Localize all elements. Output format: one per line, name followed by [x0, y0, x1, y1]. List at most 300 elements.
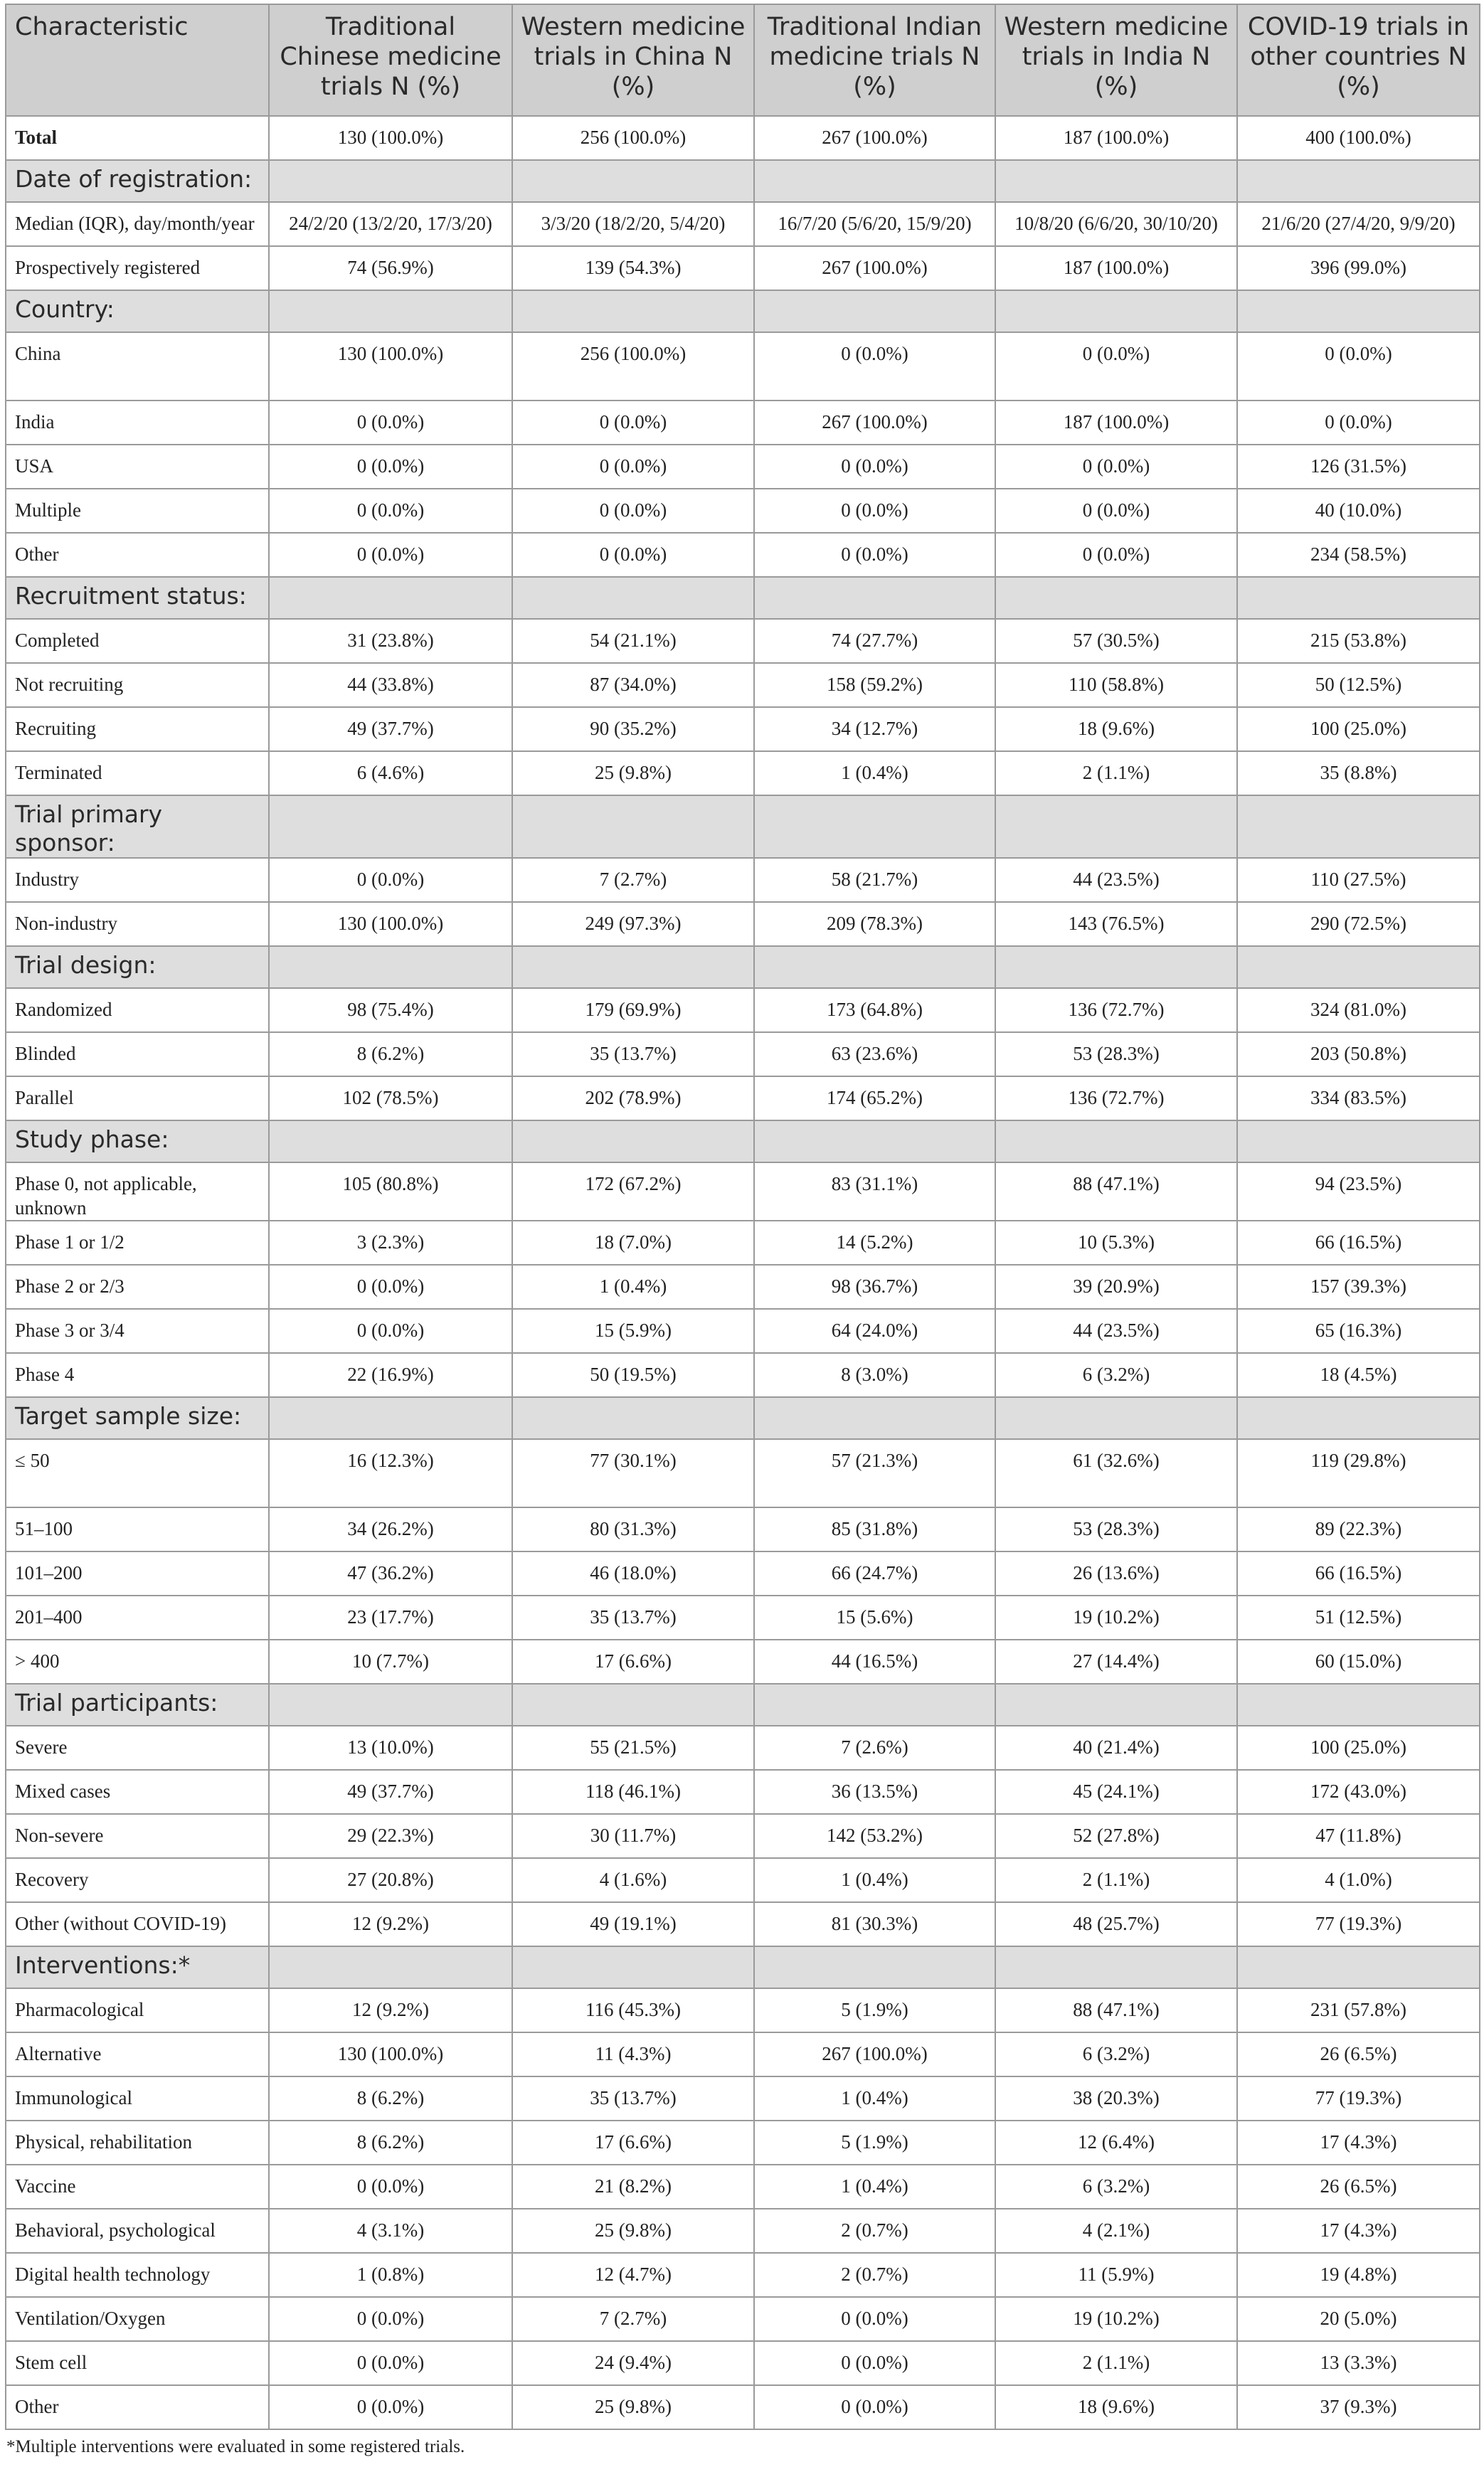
table-cell: 324 (81.0%) [1237, 988, 1480, 1032]
table-cell: 136 (72.7%) [995, 1076, 1237, 1120]
table-cell: 267 (100.0%) [754, 116, 995, 160]
table-cell: 57 (30.5%) [995, 619, 1237, 663]
table-row [6, 1640, 1480, 1684]
section-title: Target sample size: [6, 1397, 269, 1439]
section-filler-cell [1237, 160, 1480, 202]
table-row [6, 1596, 1480, 1640]
table-cell: 19 (10.2%) [995, 1596, 1237, 1640]
row-label: Alternative [6, 2032, 269, 2076]
row-label: Immunological [6, 2076, 269, 2121]
section-title: Country: [6, 290, 269, 332]
table-cell: 31 (23.8%) [269, 619, 512, 663]
table-row [6, 707, 1480, 751]
section-title: Trial participants: [6, 1684, 269, 1726]
table-cell: 23 (17.7%) [269, 1596, 512, 1640]
section-filler-cell [512, 1946, 754, 1988]
table-cell: 1 (0.4%) [512, 1265, 754, 1309]
table-cell: 81 (30.3%) [754, 1902, 995, 1946]
table-row [6, 1507, 1480, 1551]
row-label: Phase 2 or 2/3 [6, 1265, 269, 1309]
table-cell: 0 (0.0%) [754, 2385, 995, 2429]
table-cell: 0 (0.0%) [995, 533, 1237, 577]
section-filler-cell [754, 160, 995, 202]
row-label: Severe [6, 1726, 269, 1770]
section-filler-cell [1237, 1120, 1480, 1162]
table-row [6, 1814, 1480, 1858]
column-header-characteristic: Characteristic [6, 4, 269, 116]
row-label: Digital health technology [6, 2253, 269, 2297]
table-cell: 0 (0.0%) [269, 2385, 512, 2429]
table-cell: 26 (13.6%) [995, 1551, 1237, 1596]
section-filler-cell [754, 1684, 995, 1726]
table-cell: 13 (10.0%) [269, 1726, 512, 1770]
table-row [6, 2076, 1480, 2121]
section-header-row [6, 1397, 1480, 1439]
section-filler-cell [512, 577, 754, 619]
table-cell: 26 (6.5%) [1237, 2032, 1480, 2076]
table-cell: 54 (21.1%) [512, 619, 754, 663]
table-cell: 21/6/20 (27/4/20, 9/9/20) [1237, 202, 1480, 246]
table-cell: 2 (0.7%) [754, 2253, 995, 2297]
table-cell: 77 (19.3%) [1237, 1902, 1480, 1946]
row-label: Randomized [6, 988, 269, 1032]
table-cell: 174 (65.2%) [754, 1076, 995, 1120]
table-cell: 0 (0.0%) [269, 400, 512, 445]
section-filler-cell [269, 1684, 512, 1726]
row-label: USA [6, 445, 269, 489]
table-row [6, 751, 1480, 795]
table-row [6, 202, 1480, 246]
row-label: Terminated [6, 751, 269, 795]
table-cell: 16/7/20 (5/6/20, 15/9/20) [754, 202, 995, 246]
row-label: Blinded [6, 1032, 269, 1076]
table-cell: 105 (80.8%) [269, 1162, 512, 1221]
section-filler-cell [995, 1397, 1237, 1439]
table-cell: 6 (4.6%) [269, 751, 512, 795]
table-cell: 0 (0.0%) [269, 1309, 512, 1353]
table-cell: 47 (11.8%) [1237, 1814, 1480, 1858]
row-label: Median (IQR), day/month/year [6, 202, 269, 246]
table-cell: 2 (0.7%) [754, 2209, 995, 2253]
table-cell: 17 (6.6%) [512, 2121, 754, 2165]
table-row [6, 1439, 1480, 1507]
table-cell: 118 (46.1%) [512, 1770, 754, 1814]
table-cell: 1 (0.4%) [754, 751, 995, 795]
table-cell: 45 (24.1%) [995, 1770, 1237, 1814]
table-cell: 7 (2.7%) [512, 2297, 754, 2341]
table-cell: 249 (97.3%) [512, 902, 754, 946]
table-cell: 66 (24.7%) [754, 1551, 995, 1596]
table-cell: 46 (18.0%) [512, 1551, 754, 1596]
section-title: Trial primary sponsor: [6, 795, 269, 858]
table-cell: 53 (28.3%) [995, 1507, 1237, 1551]
table-cell: 0 (0.0%) [995, 332, 1237, 400]
table-cell: 8 (6.2%) [269, 2076, 512, 2121]
table-cell: 130 (100.0%) [269, 116, 512, 160]
table-cell: 51 (12.5%) [1237, 1596, 1480, 1640]
section-filler-cell [754, 1120, 995, 1162]
table-cell: 25 (9.8%) [512, 2209, 754, 2253]
section-filler-cell [512, 795, 754, 858]
row-label: 51–100 [6, 1507, 269, 1551]
table-cell: 187 (100.0%) [995, 116, 1237, 160]
table-cell: 1 (0.4%) [754, 2076, 995, 2121]
table-cell: 11 (5.9%) [995, 2253, 1237, 2297]
table-cell: 10 (7.7%) [269, 1640, 512, 1684]
table-cell: 39 (20.9%) [995, 1265, 1237, 1309]
row-label: Stem cell [6, 2341, 269, 2385]
table-cell: 58 (21.7%) [754, 858, 995, 902]
row-label: Phase 4 [6, 1353, 269, 1397]
table-cell: 0 (0.0%) [512, 533, 754, 577]
table-cell: 35 (8.8%) [1237, 751, 1480, 795]
table-cell: 139 (54.3%) [512, 246, 754, 290]
table-cell: 40 (10.0%) [1237, 489, 1480, 533]
row-label: Total [6, 116, 269, 160]
section-filler-cell [1237, 795, 1480, 858]
table-cell: 17 (4.3%) [1237, 2209, 1480, 2253]
table-cell: 35 (13.7%) [512, 2076, 754, 2121]
table-cell: 215 (53.8%) [1237, 619, 1480, 663]
table-row [6, 1353, 1480, 1397]
table-cell: 8 (3.0%) [754, 1353, 995, 1397]
row-label: 101–200 [6, 1551, 269, 1596]
row-label: Pharmacological [6, 1988, 269, 2032]
section-filler-cell [754, 290, 995, 332]
table-cell: 12 (9.2%) [269, 1988, 512, 2032]
table-cell: 2 (1.1%) [995, 1858, 1237, 1902]
table-cell: 6 (3.2%) [995, 1353, 1237, 1397]
table-cell: 10/8/20 (6/6/20, 30/10/20) [995, 202, 1237, 246]
table-cell: 74 (56.9%) [269, 246, 512, 290]
section-filler-cell [1237, 946, 1480, 988]
table-cell: 187 (100.0%) [995, 400, 1237, 445]
table-cell: 50 (12.5%) [1237, 663, 1480, 707]
section-filler-cell [995, 1684, 1237, 1726]
row-label: Parallel [6, 1076, 269, 1120]
table-cell: 18 (9.6%) [995, 2385, 1237, 2429]
table-cell: 0 (0.0%) [269, 533, 512, 577]
table-cell: 16 (12.3%) [269, 1439, 512, 1507]
table-cell: 87 (34.0%) [512, 663, 754, 707]
section-filler-cell [512, 1397, 754, 1439]
section-filler-cell [512, 290, 754, 332]
table-row [6, 2297, 1480, 2341]
table-cell: 19 (10.2%) [995, 2297, 1237, 2341]
table-cell: 396 (99.0%) [1237, 246, 1480, 290]
table-cell: 37 (9.3%) [1237, 2385, 1480, 2429]
section-filler-cell [1237, 290, 1480, 332]
table-cell: 49 (37.7%) [269, 1770, 512, 1814]
section-header-row [6, 290, 1480, 332]
section-filler-cell [754, 946, 995, 988]
table-cell: 48 (25.7%) [995, 1902, 1237, 1946]
table-cell: 0 (0.0%) [269, 489, 512, 533]
table-cell: 256 (100.0%) [512, 332, 754, 400]
table-cell: 34 (12.7%) [754, 707, 995, 751]
table-cell: 52 (27.8%) [995, 1814, 1237, 1858]
row-label: India [6, 400, 269, 445]
table-row [6, 2253, 1480, 2297]
table-row [6, 663, 1480, 707]
column-header-traditional-indian: Traditional Indian medicine trials N (%) [754, 4, 995, 116]
row-label: ≤ 50 [6, 1439, 269, 1507]
section-filler-cell [269, 577, 512, 619]
row-label: Ventilation/Oxygen [6, 2297, 269, 2341]
table-cell: 61 (32.6%) [995, 1439, 1237, 1507]
table-row [6, 1726, 1480, 1770]
table-row [6, 2385, 1480, 2429]
table-cell: 2 (1.1%) [995, 751, 1237, 795]
section-header-row [6, 1120, 1480, 1162]
column-header-tcm: Traditional Chinese medicine trials N (%) [269, 4, 512, 116]
table-cell: 15 (5.9%) [512, 1309, 754, 1353]
table-cell: 157 (39.3%) [1237, 1265, 1480, 1309]
table-cell: 66 (16.5%) [1237, 1221, 1480, 1265]
table-row [6, 2209, 1480, 2253]
table-row [6, 1032, 1480, 1076]
table-cell: 25 (9.8%) [512, 751, 754, 795]
table-cell: 334 (83.5%) [1237, 1076, 1480, 1120]
table-row [6, 1858, 1480, 1902]
column-header-other-countries: COVID-19 trials in other countries N (%) [1237, 4, 1480, 116]
table-cell: 0 (0.0%) [269, 1265, 512, 1309]
column-header-western-china: Western medicine trials in China N (%) [512, 4, 754, 116]
table-cell: 38 (20.3%) [995, 2076, 1237, 2121]
section-filler-cell [995, 577, 1237, 619]
section-filler-cell [269, 1397, 512, 1439]
table-cell: 60 (15.0%) [1237, 1640, 1480, 1684]
section-filler-cell [269, 795, 512, 858]
table-cell: 47 (36.2%) [269, 1551, 512, 1596]
table-cell: 6 (3.2%) [995, 2165, 1237, 2209]
section-filler-cell [754, 1397, 995, 1439]
table-cell: 49 (19.1%) [512, 1902, 754, 1946]
section-filler-cell [754, 795, 995, 858]
table-cell: 66 (16.5%) [1237, 1551, 1480, 1596]
table-cell: 63 (23.6%) [754, 1032, 995, 1076]
table-cell: 27 (14.4%) [995, 1640, 1237, 1684]
table-cell: 0 (0.0%) [754, 533, 995, 577]
table-cell: 0 (0.0%) [754, 489, 995, 533]
section-header-row [6, 795, 1480, 858]
section-title: Trial design: [6, 946, 269, 988]
table-cell: 88 (47.1%) [995, 1162, 1237, 1221]
table-cell: 209 (78.3%) [754, 902, 995, 946]
section-header-row [6, 1684, 1480, 1726]
section-filler-cell [512, 1684, 754, 1726]
table-cell: 17 (4.3%) [1237, 2121, 1480, 2165]
table-row [6, 1076, 1480, 1120]
table-cell: 22 (16.9%) [269, 1353, 512, 1397]
row-label: Other (without COVID-19) [6, 1902, 269, 1946]
section-title: Date of registration: [6, 160, 269, 202]
row-label: Prospectively registered [6, 246, 269, 290]
table-cell: 15 (5.6%) [754, 1596, 995, 1640]
row-label: Recovery [6, 1858, 269, 1902]
table-cell: 5 (1.9%) [754, 2121, 995, 2165]
table-cell: 116 (45.3%) [512, 1988, 754, 2032]
section-filler-cell [754, 1946, 995, 1988]
table-cell: 19 (4.8%) [1237, 2253, 1480, 2297]
table-footnote: *Multiple interventions were evaluated in some registered trials. [6, 2437, 465, 2456]
table-cell: 1 (0.4%) [754, 1858, 995, 1902]
row-label: Non-industry [6, 902, 269, 946]
table-cell: 0 (0.0%) [512, 445, 754, 489]
table-cell: 55 (21.5%) [512, 1726, 754, 1770]
row-label: Phase 3 or 3/4 [6, 1309, 269, 1353]
table-body [6, 116, 1480, 2429]
table-header [6, 4, 1480, 116]
table-row [6, 1902, 1480, 1946]
table-cell: 98 (36.7%) [754, 1265, 995, 1309]
table-cell: 44 (16.5%) [754, 1640, 995, 1684]
section-filler-cell [512, 1120, 754, 1162]
table-cell: 35 (13.7%) [512, 1596, 754, 1640]
table-cell: 290 (72.5%) [1237, 902, 1480, 946]
table-cell: 0 (0.0%) [1237, 400, 1480, 445]
table-cell: 7 (2.7%) [512, 858, 754, 902]
table-cell: 44 (23.5%) [995, 1309, 1237, 1353]
table-cell: 136 (72.7%) [995, 988, 1237, 1032]
table-cell: 172 (67.2%) [512, 1162, 754, 1221]
row-label: Non-severe [6, 1814, 269, 1858]
table-row [6, 332, 1480, 400]
table-cell: 89 (22.3%) [1237, 1507, 1480, 1551]
table-row [6, 858, 1480, 902]
table-cell: 14 (5.2%) [754, 1221, 995, 1265]
table-cell: 102 (78.5%) [269, 1076, 512, 1120]
section-header-row [6, 577, 1480, 619]
table-row [6, 2341, 1480, 2385]
table-cell: 64 (24.0%) [754, 1309, 995, 1353]
table-cell: 88 (47.1%) [995, 1988, 1237, 2032]
row-label: Not recruiting [6, 663, 269, 707]
table-cell: 126 (31.5%) [1237, 445, 1480, 489]
table-row [6, 400, 1480, 445]
table-row [6, 902, 1480, 946]
table-row [6, 1988, 1480, 2032]
table-cell: 25 (9.8%) [512, 2385, 754, 2429]
table-cell: 53 (28.3%) [995, 1032, 1237, 1076]
table-cell: 36 (13.5%) [754, 1770, 995, 1814]
section-filler-cell [754, 577, 995, 619]
table-cell: 12 (6.4%) [995, 2121, 1237, 2165]
table-cell: 203 (50.8%) [1237, 1032, 1480, 1076]
table-cell: 202 (78.9%) [512, 1076, 754, 1120]
table-cell: 0 (0.0%) [269, 2165, 512, 2209]
table-cell: 30 (11.7%) [512, 1814, 754, 1858]
row-label: Vaccine [6, 2165, 269, 2209]
table-row [6, 619, 1480, 663]
row-label: 201–400 [6, 1596, 269, 1640]
total-row [6, 116, 1480, 160]
table-cell: 65 (16.3%) [1237, 1309, 1480, 1353]
row-label: Other [6, 533, 269, 577]
table-cell: 142 (53.2%) [754, 1814, 995, 1858]
row-label: Behavioral, psychological [6, 2209, 269, 2253]
table-cell: 44 (23.5%) [995, 858, 1237, 902]
table-cell: 83 (31.1%) [754, 1162, 995, 1221]
table-cell: 267 (100.0%) [754, 246, 995, 290]
table-cell: 0 (0.0%) [1237, 332, 1480, 400]
table-row [6, 246, 1480, 290]
section-filler-cell [995, 160, 1237, 202]
table-cell: 29 (22.3%) [269, 1814, 512, 1858]
section-filler-cell [269, 946, 512, 988]
table-row [6, 988, 1480, 1032]
table-cell: 110 (27.5%) [1237, 858, 1480, 902]
table-cell: 98 (75.4%) [269, 988, 512, 1032]
row-label: Other [6, 2385, 269, 2429]
table-cell: 8 (6.2%) [269, 2121, 512, 2165]
table-cell: 20 (5.0%) [1237, 2297, 1480, 2341]
row-label: > 400 [6, 1640, 269, 1684]
table-cell: 4 (2.1%) [995, 2209, 1237, 2253]
table-cell: 234 (58.5%) [1237, 533, 1480, 577]
section-filler-cell [269, 1120, 512, 1162]
table-cell: 12 (4.7%) [512, 2253, 754, 2297]
section-filler-cell [512, 160, 754, 202]
table-cell: 130 (100.0%) [269, 332, 512, 400]
column-header-western-india: Western medicine trials in India N (%) [995, 4, 1237, 116]
table-cell: 24/2/20 (13/2/20, 17/3/20) [269, 202, 512, 246]
table-cell: 179 (69.9%) [512, 988, 754, 1032]
table-cell: 11 (4.3%) [512, 2032, 754, 2076]
table-cell: 74 (27.7%) [754, 619, 995, 663]
table-cell: 1 (0.4%) [754, 2165, 995, 2209]
row-label: Phase 1 or 1/2 [6, 1221, 269, 1265]
section-filler-cell [1237, 1397, 1480, 1439]
table-cell: 0 (0.0%) [269, 445, 512, 489]
table-cell: 110 (58.8%) [995, 663, 1237, 707]
trial-characteristics-table [5, 4, 1480, 2430]
row-label: Multiple [6, 489, 269, 533]
section-header-row [6, 946, 1480, 988]
table-row [6, 533, 1480, 577]
row-label: Completed [6, 619, 269, 663]
table-row [6, 1551, 1480, 1596]
table-cell: 50 (19.5%) [512, 1353, 754, 1397]
table-cell: 4 (1.0%) [1237, 1858, 1480, 1902]
table-cell: 13 (3.3%) [1237, 2341, 1480, 2385]
section-title: Study phase: [6, 1120, 269, 1162]
table-row [6, 1221, 1480, 1265]
table-container [5, 4, 1479, 2457]
row-label: Industry [6, 858, 269, 902]
table-cell: 12 (9.2%) [269, 1902, 512, 1946]
table-cell: 2 (1.1%) [995, 2341, 1237, 2385]
table-cell: 3 (2.3%) [269, 1221, 512, 1265]
table-cell: 10 (5.3%) [995, 1221, 1237, 1265]
table-cell: 35 (13.7%) [512, 1032, 754, 1076]
section-filler-cell [512, 946, 754, 988]
table-cell: 0 (0.0%) [995, 445, 1237, 489]
table-cell: 94 (23.5%) [1237, 1162, 1480, 1221]
section-filler-cell [1237, 1684, 1480, 1726]
table-cell: 77 (30.1%) [512, 1439, 754, 1507]
table-cell: 143 (76.5%) [995, 902, 1237, 946]
table-cell: 187 (100.0%) [995, 246, 1237, 290]
table-cell: 4 (1.6%) [512, 1858, 754, 1902]
table-cell: 0 (0.0%) [512, 489, 754, 533]
section-title: Recruitment status: [6, 577, 269, 619]
table-cell: 0 (0.0%) [269, 2297, 512, 2341]
table-cell: 0 (0.0%) [754, 2297, 995, 2341]
table-cell: 34 (26.2%) [269, 1507, 512, 1551]
table-cell: 80 (31.3%) [512, 1507, 754, 1551]
table-row [6, 489, 1480, 533]
